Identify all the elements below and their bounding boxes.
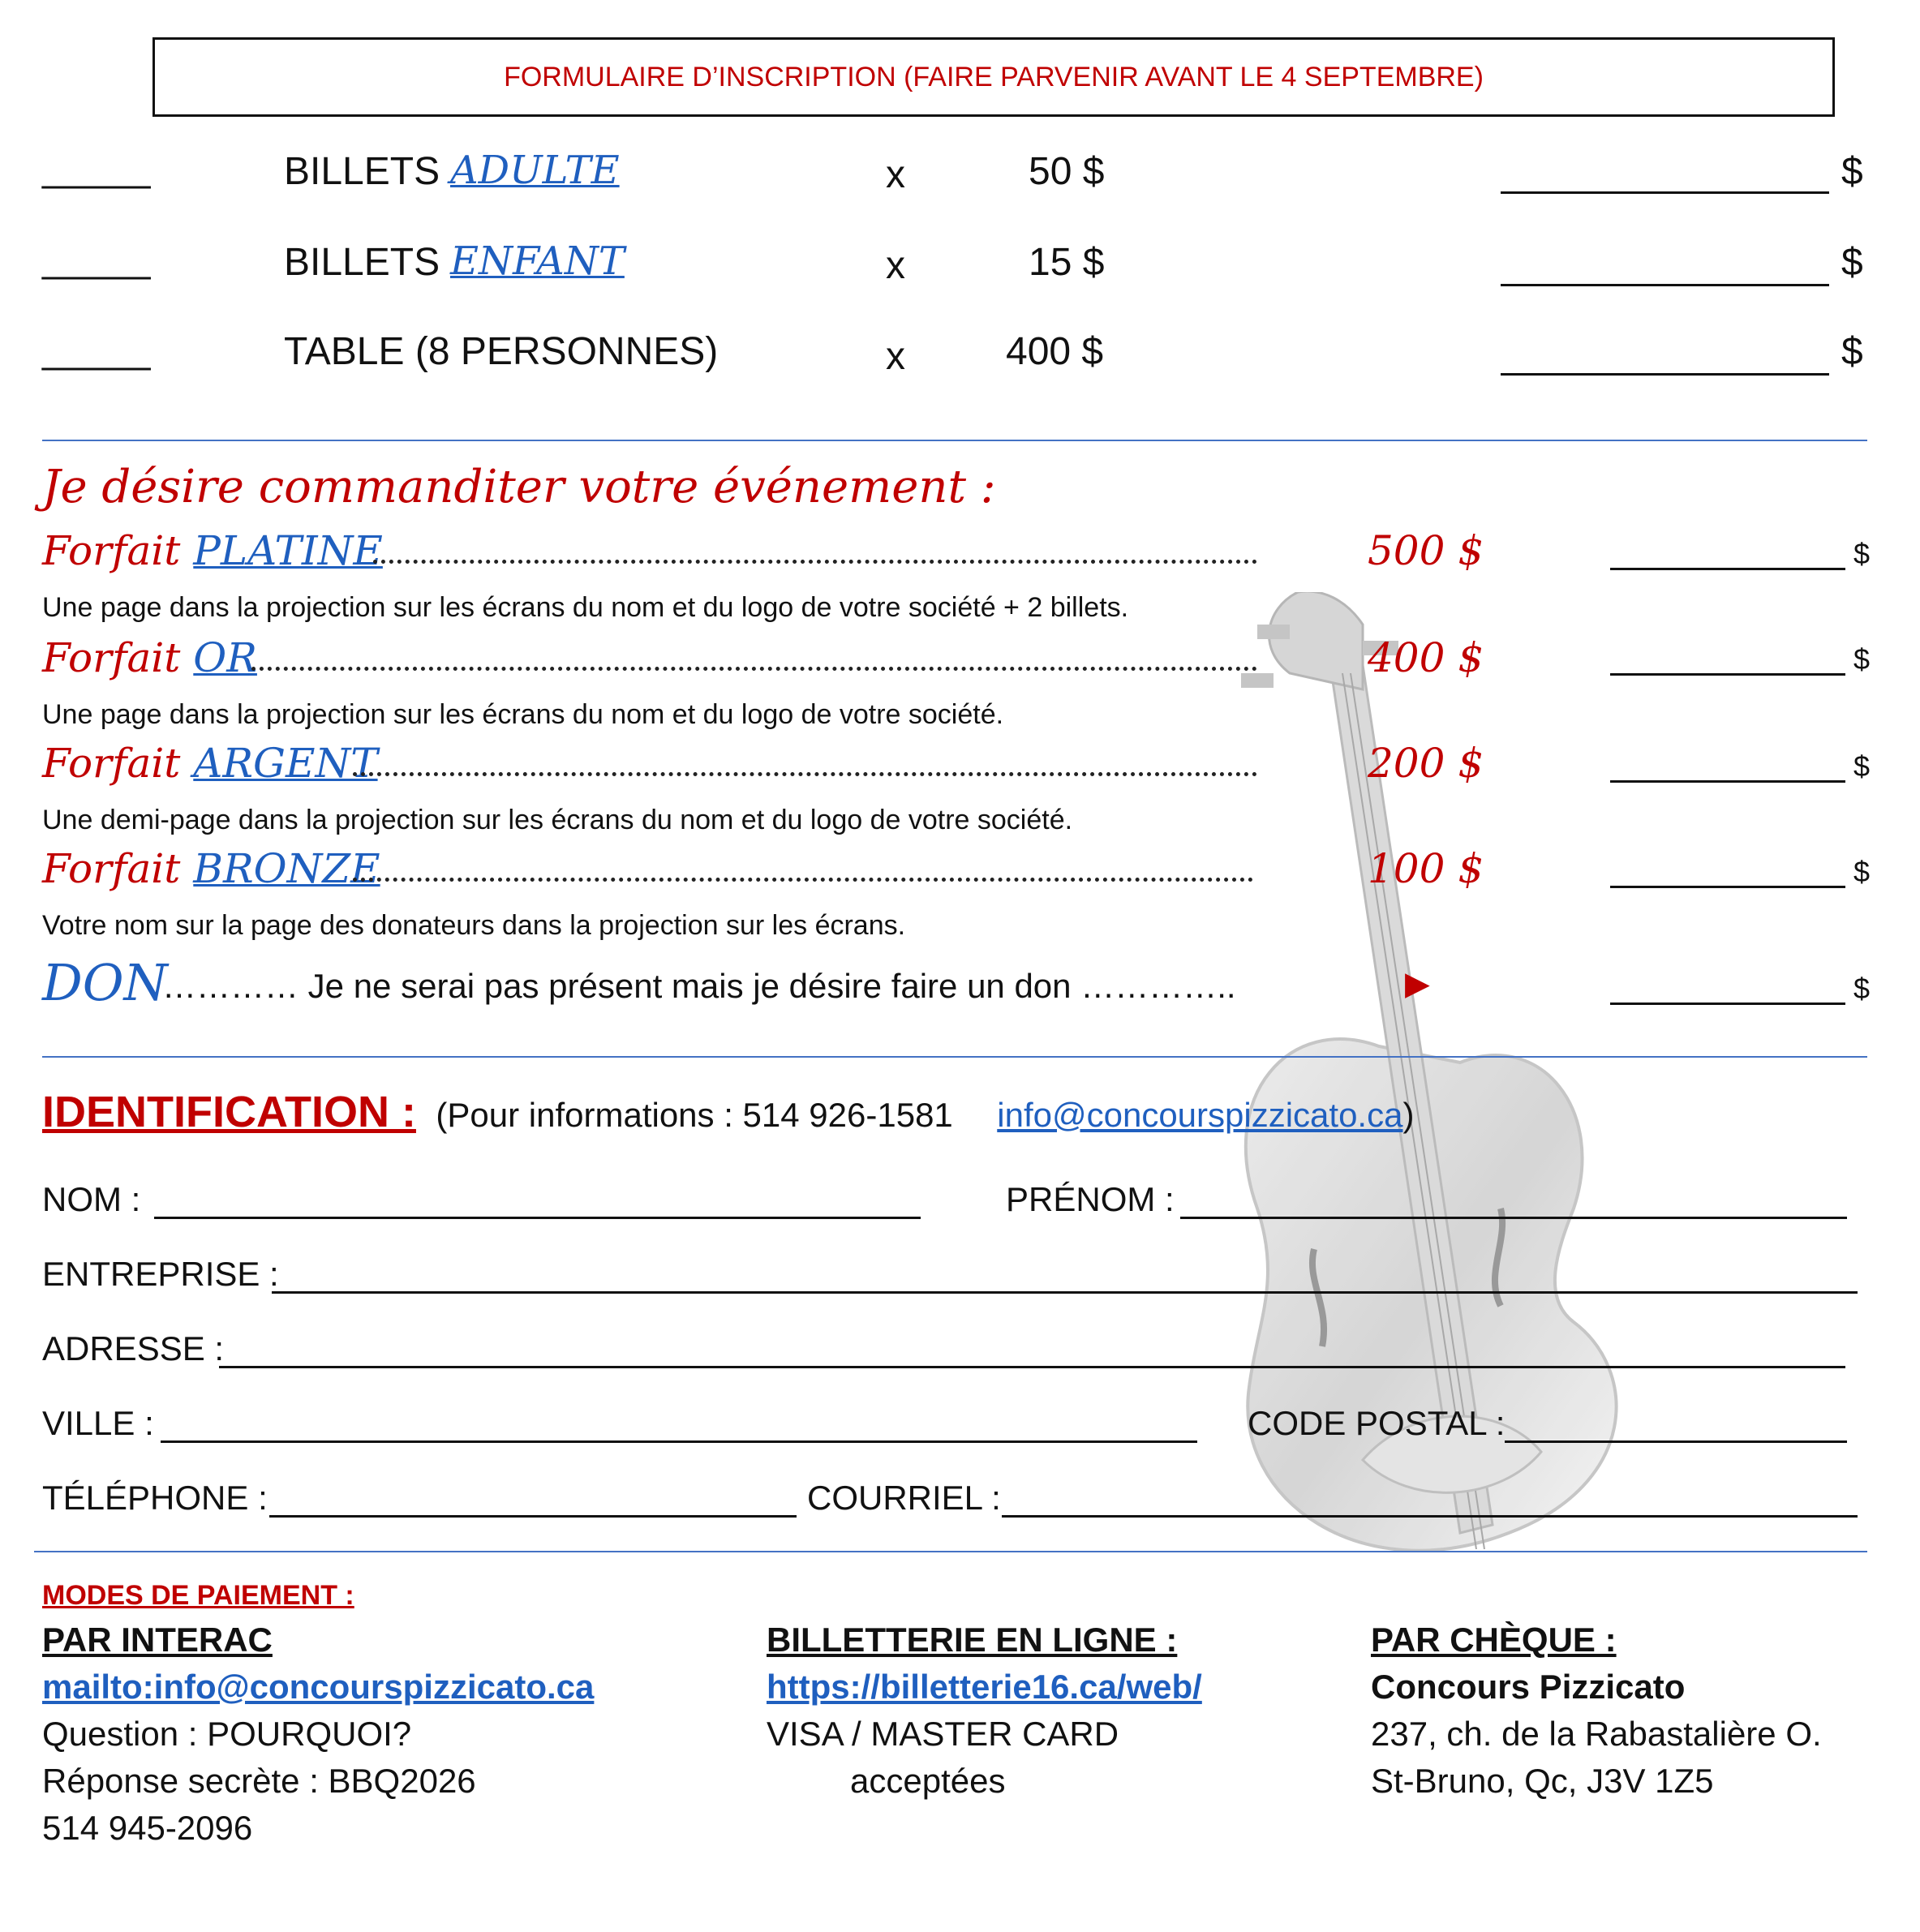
donation-currency: $: [1853, 972, 1871, 1005]
ticket-total-blank-table[interactable]: [1501, 373, 1829, 376]
section-divider: [42, 440, 1867, 441]
package-desc-bronze: Votre nom sur la page des donateurs dans la projection sur les écrans.: [42, 910, 906, 941]
section-divider: [34, 1551, 1867, 1552]
package-desc-or: Une page dans la projection sur les écrans du nom et du logo de votre société.: [42, 699, 1004, 730]
cheque-title: PAR CHÈQUE :: [1371, 1621, 1617, 1659]
interac-answer: Réponse secrète : BBQ2026: [42, 1762, 476, 1800]
cheque-street: 237, ch. de la Rabastalière O.: [1371, 1715, 1822, 1753]
ticket-currency-table: $: [1841, 330, 1863, 373]
package-amount-blank-bronze[interactable]: [1610, 886, 1845, 888]
package-tier-platine: PLATINE: [193, 527, 383, 574]
info-email-link[interactable]: info@concourspizzicato.ca: [997, 1096, 1403, 1134]
package-currency-bronze: $: [1853, 855, 1871, 888]
interac-title: PAR INTERAC: [42, 1621, 273, 1659]
identification-header: [42, 1087, 1414, 1137]
payment-heading: MODES DE PAIEMENT :: [42, 1580, 354, 1611]
ticket-label-adult: BILLETS: [284, 150, 440, 193]
donation-text: ………… Je ne serai pas présent mais je désire faire un don …………..: [162, 967, 1236, 1005]
package-tier-or: OR: [193, 634, 257, 681]
package-tier-bronze: BRONZE: [193, 845, 380, 892]
ticket-label-child: BILLETS: [284, 241, 440, 284]
package-amount-blank-platine[interactable]: [1610, 568, 1845, 570]
online-cards: VISA / MASTER CARD: [767, 1715, 1119, 1753]
ticket-times-table: x: [886, 335, 905, 378]
package-platine-name: [42, 527, 383, 574]
code-postal-input-line[interactable]: [1505, 1440, 1847, 1443]
package-currency-argent: $: [1853, 749, 1871, 783]
adresse-input-line[interactable]: [219, 1366, 1845, 1368]
form-title-box: [152, 37, 1835, 117]
dot-leader: [251, 667, 1257, 671]
package-or-name: [42, 634, 257, 681]
field-label-adresse: ADRESSE :: [42, 1329, 225, 1367]
package-tier-argent: ARGENT: [193, 740, 378, 787]
dot-leader: [353, 878, 1253, 882]
ticket-qty-blank-child[interactable]: _____: [42, 238, 151, 281]
ticket-price-table: 400 $: [1006, 330, 1104, 373]
field-label-code-postal: CODE POSTAL :: [1248, 1404, 1506, 1442]
ticket-currency-child: $: [1841, 241, 1863, 284]
ticket-label-table: TABLE (8 PERSONNES): [284, 330, 719, 373]
field-label-entreprise: ENTREPRISE :: [42, 1255, 279, 1293]
package-price-platine: 500 $: [1368, 527, 1484, 574]
section-divider: [42, 1056, 1867, 1058]
ticket-price-child: 15 $: [1029, 241, 1105, 284]
package-currency-platine: $: [1853, 537, 1871, 570]
ticket-total-blank-adult[interactable]: [1501, 191, 1829, 194]
package-amount-blank-argent[interactable]: [1610, 780, 1845, 783]
arrow-right-icon: ▶: [1405, 966, 1430, 1002]
ticket-currency-adult: $: [1841, 150, 1863, 193]
online-ticketing-link[interactable]: https://billetterie16.ca/web/: [767, 1668, 1202, 1706]
package-price-bronze: 100 $: [1368, 845, 1484, 892]
package-price-argent: 200 $: [1368, 740, 1484, 787]
package-argent-name: [42, 740, 378, 787]
ticket-price-adult: 50 $: [1029, 150, 1105, 193]
nom-input-line[interactable]: [154, 1217, 921, 1219]
ticket-times-adult: x: [886, 153, 905, 196]
sponsor-heading: Je désire commanditer votre événement :: [42, 461, 996, 513]
ticket-total-blank-child[interactable]: [1501, 284, 1829, 286]
identification-heading: IDENTIFICATION :: [42, 1088, 416, 1136]
package-prefix: Forfait: [42, 845, 181, 892]
cheque-city: St-Bruno, Qc, J3V 1Z5: [1371, 1762, 1714, 1800]
interac-question: Question : POURQUOI?: [42, 1715, 412, 1753]
interac-phone: 514 945-2096: [42, 1809, 253, 1847]
telephone-input-line[interactable]: [269, 1515, 797, 1518]
package-desc-platine: Une page dans la projection sur les écrans du nom et du logo de votre société + 2 billets.: [42, 592, 1129, 623]
dot-leader: [373, 560, 1257, 564]
info-suffix: ): [1402, 1096, 1415, 1134]
ville-input-line[interactable]: [161, 1440, 1197, 1443]
field-label-nom: NOM :: [42, 1180, 141, 1218]
field-label-ville: VILLE :: [42, 1404, 154, 1442]
package-prefix: Forfait: [42, 527, 181, 574]
package-currency-or: $: [1853, 642, 1871, 676]
courriel-input-line[interactable]: [1002, 1515, 1858, 1518]
ticket-tier-adult: ADULTE: [450, 148, 620, 193]
form-title: FORMULAIRE D’INSCRIPTION (FAIRE PARVENIR AVANT LE 4 SEPTEMBRE): [504, 61, 1484, 92]
ticket-qty-blank-table[interactable]: _____: [42, 328, 151, 371]
package-desc-argent: Une demi-page dans la projection sur les écrans du nom et du logo de votre société.: [42, 805, 1073, 835]
online-accepted: acceptées: [850, 1762, 1006, 1800]
ticket-tier-child: ENFANT: [450, 238, 625, 284]
entreprise-input-line[interactable]: [272, 1291, 1858, 1294]
package-prefix: Forfait: [42, 634, 181, 681]
donation-label: DON: [42, 953, 168, 1012]
prenom-input-line[interactable]: [1180, 1217, 1847, 1219]
field-label-courriel: COURRIEL :: [807, 1479, 1001, 1517]
interac-email-link[interactable]: mailto:info@concourspizzicato.ca: [42, 1668, 595, 1706]
package-amount-blank-or[interactable]: [1610, 673, 1845, 676]
info-prefix: (Pour informations : 514 926-1581: [436, 1096, 953, 1134]
package-price-or: 400 $: [1368, 634, 1484, 681]
donation-amount-blank[interactable]: [1610, 1002, 1845, 1005]
field-label-prenom: PRÉNOM :: [1006, 1180, 1175, 1218]
dot-leader: [353, 772, 1257, 776]
package-prefix: Forfait: [42, 740, 181, 787]
ticket-times-child: x: [886, 244, 905, 287]
package-bronze-name: [42, 845, 380, 892]
cheque-org: Concours Pizzicato: [1371, 1668, 1686, 1706]
field-label-telephone: TÉLÉPHONE :: [42, 1479, 268, 1517]
online-ticketing-title: BILLETTERIE EN LIGNE :: [767, 1621, 1178, 1659]
ticket-qty-blank-adult[interactable]: _____: [42, 147, 151, 190]
